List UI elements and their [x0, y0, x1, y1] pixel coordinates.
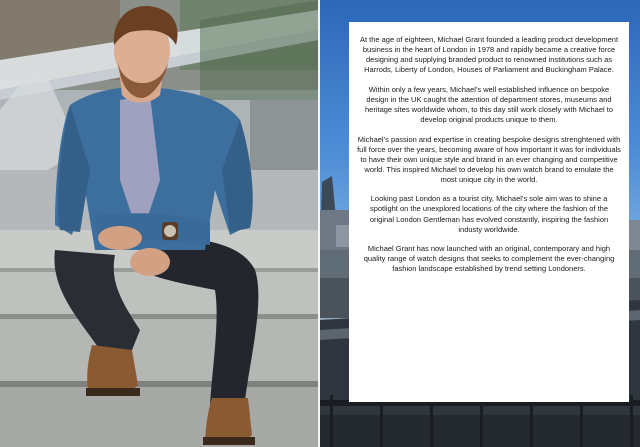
article-paragraph-launch: Michael Grant has now launched with an original, contemporary and high quality range of watch designs that seeks to complement the ever-changing fashion landscape established by trend setting Londoners. [363, 244, 615, 274]
article-paragraph-founding: At the age of eighteen, Michael Grant founded a leading product development business in the heart of London in 1978 and rapidly became a creative force designing and supplying branded product to renowned institutions such as Harrods, Liberty of London, Houses of Parliament and Buckingham Palace. [359, 35, 619, 75]
photo-man-on-steps [0, 0, 318, 447]
man-on-steps-illustration [0, 0, 318, 447]
article-paragraph-london: Looking past London as a tourist city, Michael’s sole aim was to shine a spotlight on the unexplored locations of the city where the fashion of the original London Gentleman has evolved constantly, inspiring the fashion industy worldwide. [369, 194, 609, 234]
article-text-card [349, 22, 629, 402]
article-paragraph-passion: Michael’s passion and expertise in creating bespoke designs strenghtened with full force over the years, becoming aware of how important it was for individuals to have their own unique style and brand in an ever changing and competitive world. This inspired Michael to develop his own watch brand to emulate the most unique city in the world. [357, 134, 621, 184]
article-paragraph-influence: Within only a few years, Michael’s well established influence on bespoke design in the UK caught the attention of department stores, museums and heritage sites worldwide whom, to this day still work closely with Michael to develop original products unique to them. [364, 84, 613, 125]
